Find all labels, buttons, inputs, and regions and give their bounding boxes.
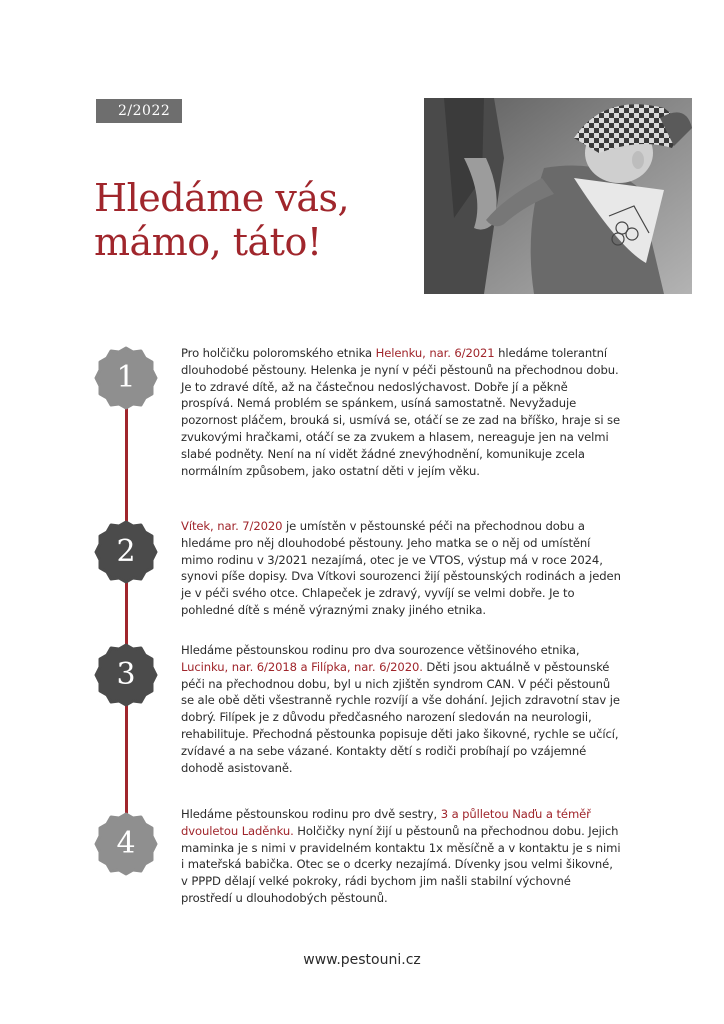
badge-number: 2 [116,534,136,569]
number-badge-3 [94,643,158,707]
footer-website-link[interactable]: www.pestouni.cz [303,952,421,968]
number-badge-1 [94,346,158,410]
badge-number: 1 [116,360,136,395]
badge-number: 4 [116,826,136,861]
entry-text-post: Děti jsou aktuálně v pěstounské péči na přechodnou dobu, byl u nich zjištěn syndrom CAN. V péči pěstounů se ale obě děti všestranně rychle rozvíjí a vše dohání. Jejich zdravotní stav je dobrý. Filípek je z důvodu předčasného narození sledován na neurologii, rehabilituje. Přechodná pěstounka popisuje děti jako šikovné, rychle se učící, zvídavé a na sebe vázané. Kontakty dětí s rodiči probíhají po vzájemné dohodě asistovaně. [181,659,620,775]
entry-highlight: Vítek, nar. 7/2020 [181,519,283,533]
number-badge-2 [94,520,158,584]
entry-text-post: hledáme tolerantní dlouhodobé pěstouny. Helenka je nyní v péči pěstounů na přechodnou dobu. Je to zdravé dítě, až na částečnou nedoslýchavost. Dobře jí a pěkně prospívá. Nemá problém se spánkem, usíná samostatně. Nevyžaduje pozornost pláčem, brouká si, usmívá se, otáčí se ze zad na bříško, hraje si se zvukovými hračkami, otáčí se za zvukem a hlasem, nereaguje jen na velmi slabé podněty. Není na ní vidět žádné znevýhodnění, komunikuje zcela normálním způsobem, jako ostatní děti v jejím věku. [181,346,620,478]
child-photo [424,98,692,294]
badge-number: 3 [116,657,136,692]
page-title [94,176,404,264]
entry-text-pre: Pro holčičku poloromského etnika [181,346,376,360]
timeline-line [125,386,128,826]
entry-highlight: Lucinku, nar. 6/2018 a Filípka, nar. 6/2020. [181,659,423,674]
entry-3-text [181,642,621,776]
child-photo-image [424,98,692,294]
entry-2-text [181,518,621,619]
entry-text-post: Holčičky nyní žijí u pěstounů na přechodnou dobu. Jejich maminka je s nimi v pravidelném kontaktu 1x měsíčně a v kontaktu je s nimi i mateřská babička. Otec se o dcerky nezajímá. Dívenky jsou velmi šikovné, v PPPD dělají velké pokroky, rádi bychom jim našli stabilní výchovné prostředí u dlouhodobých pěstounů. [181,823,621,905]
entry-text-pre: Hledáme pěstounskou rodinu pro dva sourozence většinového etnika, [181,643,580,657]
issue-badge: 2/2022 [96,99,182,123]
entry-highlight: Helenku, nar. 6/2021 [375,346,495,360]
entry-highlight: 3 a půlletou Naďu a téměř dvouletou Laděnku. [181,807,591,838]
page-title-line-2: mámo, táto! [94,220,322,264]
number-badge-4 [94,812,158,876]
entry-1-text [181,345,621,479]
entry-4-text [181,806,621,907]
page-title-line-1: Hledáme vás, [94,176,350,220]
entry-text-post: je umístěn v pěstounské péči na přechodnou dobu a hledáme pro něj dlouhodobé pěstouny. Jeho matka se o něj od umístění mimo rodinu v 3/2021 nezajímá, otec je ve VTOS, výstup má v roce 2024, synovi píše dopisy. Dva Vítkovi sourozenci žijí pěstounských rodinách a jeden je v péči svého otce. Chlapeček je zdravý, vyvíjí se velmi dobře. Je to pohledné dítě s méně výraznými znaky jiného etnika. [181,519,621,617]
entry-text-pre: Hledáme pěstounskou rodinu pro dvě sestry, [181,807,441,821]
